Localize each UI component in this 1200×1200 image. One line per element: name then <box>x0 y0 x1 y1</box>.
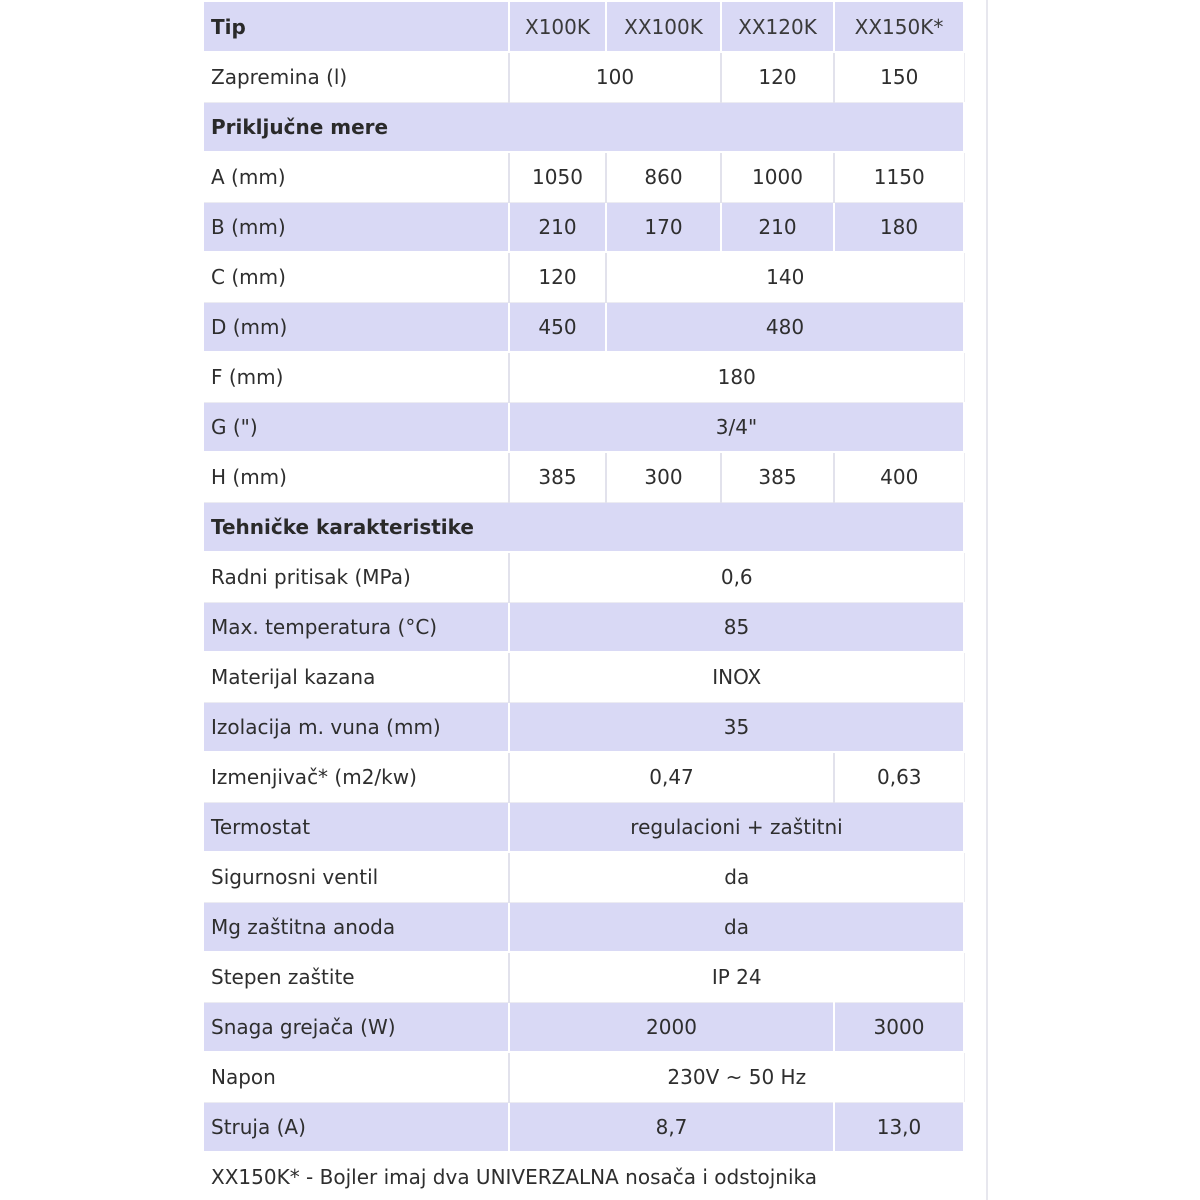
row-label: Max. temperatura (°C) <box>204 602 509 652</box>
row-label: Stepen zaštite <box>204 952 509 1002</box>
cell-value: 35 <box>509 702 964 752</box>
section-header-prikljucne <box>204 102 964 152</box>
table-row-struja <box>204 1102 964 1152</box>
cell-value: 0,6 <box>509 552 964 602</box>
cell-value: 120 <box>509 252 606 302</box>
cell-value: 385 <box>721 452 834 502</box>
table-row-ventil <box>204 852 964 902</box>
row-label: Napon <box>204 1052 509 1102</box>
spec-table <box>204 2 965 1200</box>
table-row-temperatura <box>204 602 964 652</box>
table-row-b <box>204 202 964 252</box>
row-label: A (mm) <box>204 152 509 202</box>
table-row-termostat <box>204 802 964 852</box>
table-row-d <box>204 302 964 352</box>
cell-value: 210 <box>509 202 606 252</box>
table-row-a <box>204 152 964 202</box>
cell-value: 860 <box>606 152 721 202</box>
cell-value: 1000 <box>721 152 834 202</box>
page-divider <box>986 0 988 1200</box>
footnote-text: XX150K* - Bojler imaj dva UNIVERZALNA nosača i odstojnika <box>204 1152 964 1200</box>
cell-value: 210 <box>721 202 834 252</box>
table-row-napon <box>204 1052 964 1102</box>
cell-value: 1050 <box>509 152 606 202</box>
cell-value: 1150 <box>834 152 964 202</box>
cell-value: 3000 <box>834 1002 964 1052</box>
model-xx150k: XX150K* <box>834 2 964 52</box>
footnote-row <box>204 1152 964 1200</box>
cell-value: da <box>509 902 964 952</box>
cell-value: da <box>509 852 964 902</box>
table-row-anoda <box>204 902 964 952</box>
row-label: Izolacija m. vuna (mm) <box>204 702 509 752</box>
table-row-materijal <box>204 652 964 702</box>
cell-value: 3/4" <box>509 402 964 452</box>
table-row-izmenjivac <box>204 752 964 802</box>
cell-value: 180 <box>834 202 964 252</box>
row-label: Izmenjivač* (m2/kw) <box>204 752 509 802</box>
cell-value: 300 <box>606 452 721 502</box>
cell-value: IP 24 <box>509 952 964 1002</box>
cell-value: INOX <box>509 652 964 702</box>
header-row <box>204 2 964 52</box>
cell-value: 100 <box>509 52 721 102</box>
header-label: Tip <box>204 2 509 52</box>
row-label: Snaga grejača (W) <box>204 1002 509 1052</box>
row-label: H (mm) <box>204 452 509 502</box>
model-xx100k: XX100K <box>606 2 721 52</box>
cell-value: 400 <box>834 452 964 502</box>
row-label: B (mm) <box>204 202 509 252</box>
cell-value: 450 <box>509 302 606 352</box>
table-row-h <box>204 452 964 502</box>
cell-value: 0,63 <box>834 752 964 802</box>
cell-value: 140 <box>606 252 964 302</box>
cell-value: regulacioni + zaštitni <box>509 802 964 852</box>
row-label: Struja (A) <box>204 1102 509 1152</box>
cell-value: 85 <box>509 602 964 652</box>
row-label: D (mm) <box>204 302 509 352</box>
table-row-izolacija <box>204 702 964 752</box>
cell-value: 120 <box>721 52 834 102</box>
row-label: Mg zaštitna anoda <box>204 902 509 952</box>
cell-value: 8,7 <box>509 1102 834 1152</box>
table-row-pritisak <box>204 552 964 602</box>
cell-value: 13,0 <box>834 1102 964 1152</box>
row-label: C (mm) <box>204 252 509 302</box>
table-row-stepen <box>204 952 964 1002</box>
section-title: Tehničke karakteristike <box>204 502 964 552</box>
model-xx120k: XX120K <box>721 2 834 52</box>
row-label: Sigurnosni ventil <box>204 852 509 902</box>
row-label: Materijal kazana <box>204 652 509 702</box>
row-label: Zapremina (l) <box>204 52 509 102</box>
cell-value: 0,47 <box>509 752 834 802</box>
table-row-zapremina <box>204 52 964 102</box>
row-label: G (") <box>204 402 509 452</box>
row-label: F (mm) <box>204 352 509 402</box>
cell-value: 480 <box>606 302 964 352</box>
cell-value: 385 <box>509 452 606 502</box>
row-label: Radni pritisak (MPa) <box>204 552 509 602</box>
cell-value: 150 <box>834 52 964 102</box>
cell-value: 180 <box>509 352 964 402</box>
table-row-c <box>204 252 964 302</box>
cell-value: 230V ~ 50 Hz <box>509 1052 964 1102</box>
model-x100k: X100K <box>509 2 606 52</box>
section-header-tehnicke <box>204 502 964 552</box>
cell-value: 2000 <box>509 1002 834 1052</box>
row-label: Termostat <box>204 802 509 852</box>
section-title: Priključne mere <box>204 102 964 152</box>
table-row-f <box>204 352 964 402</box>
table-row-snaga <box>204 1002 964 1052</box>
table-row-g <box>204 402 964 452</box>
spec-table-container <box>204 2 964 1200</box>
cell-value: 170 <box>606 202 721 252</box>
